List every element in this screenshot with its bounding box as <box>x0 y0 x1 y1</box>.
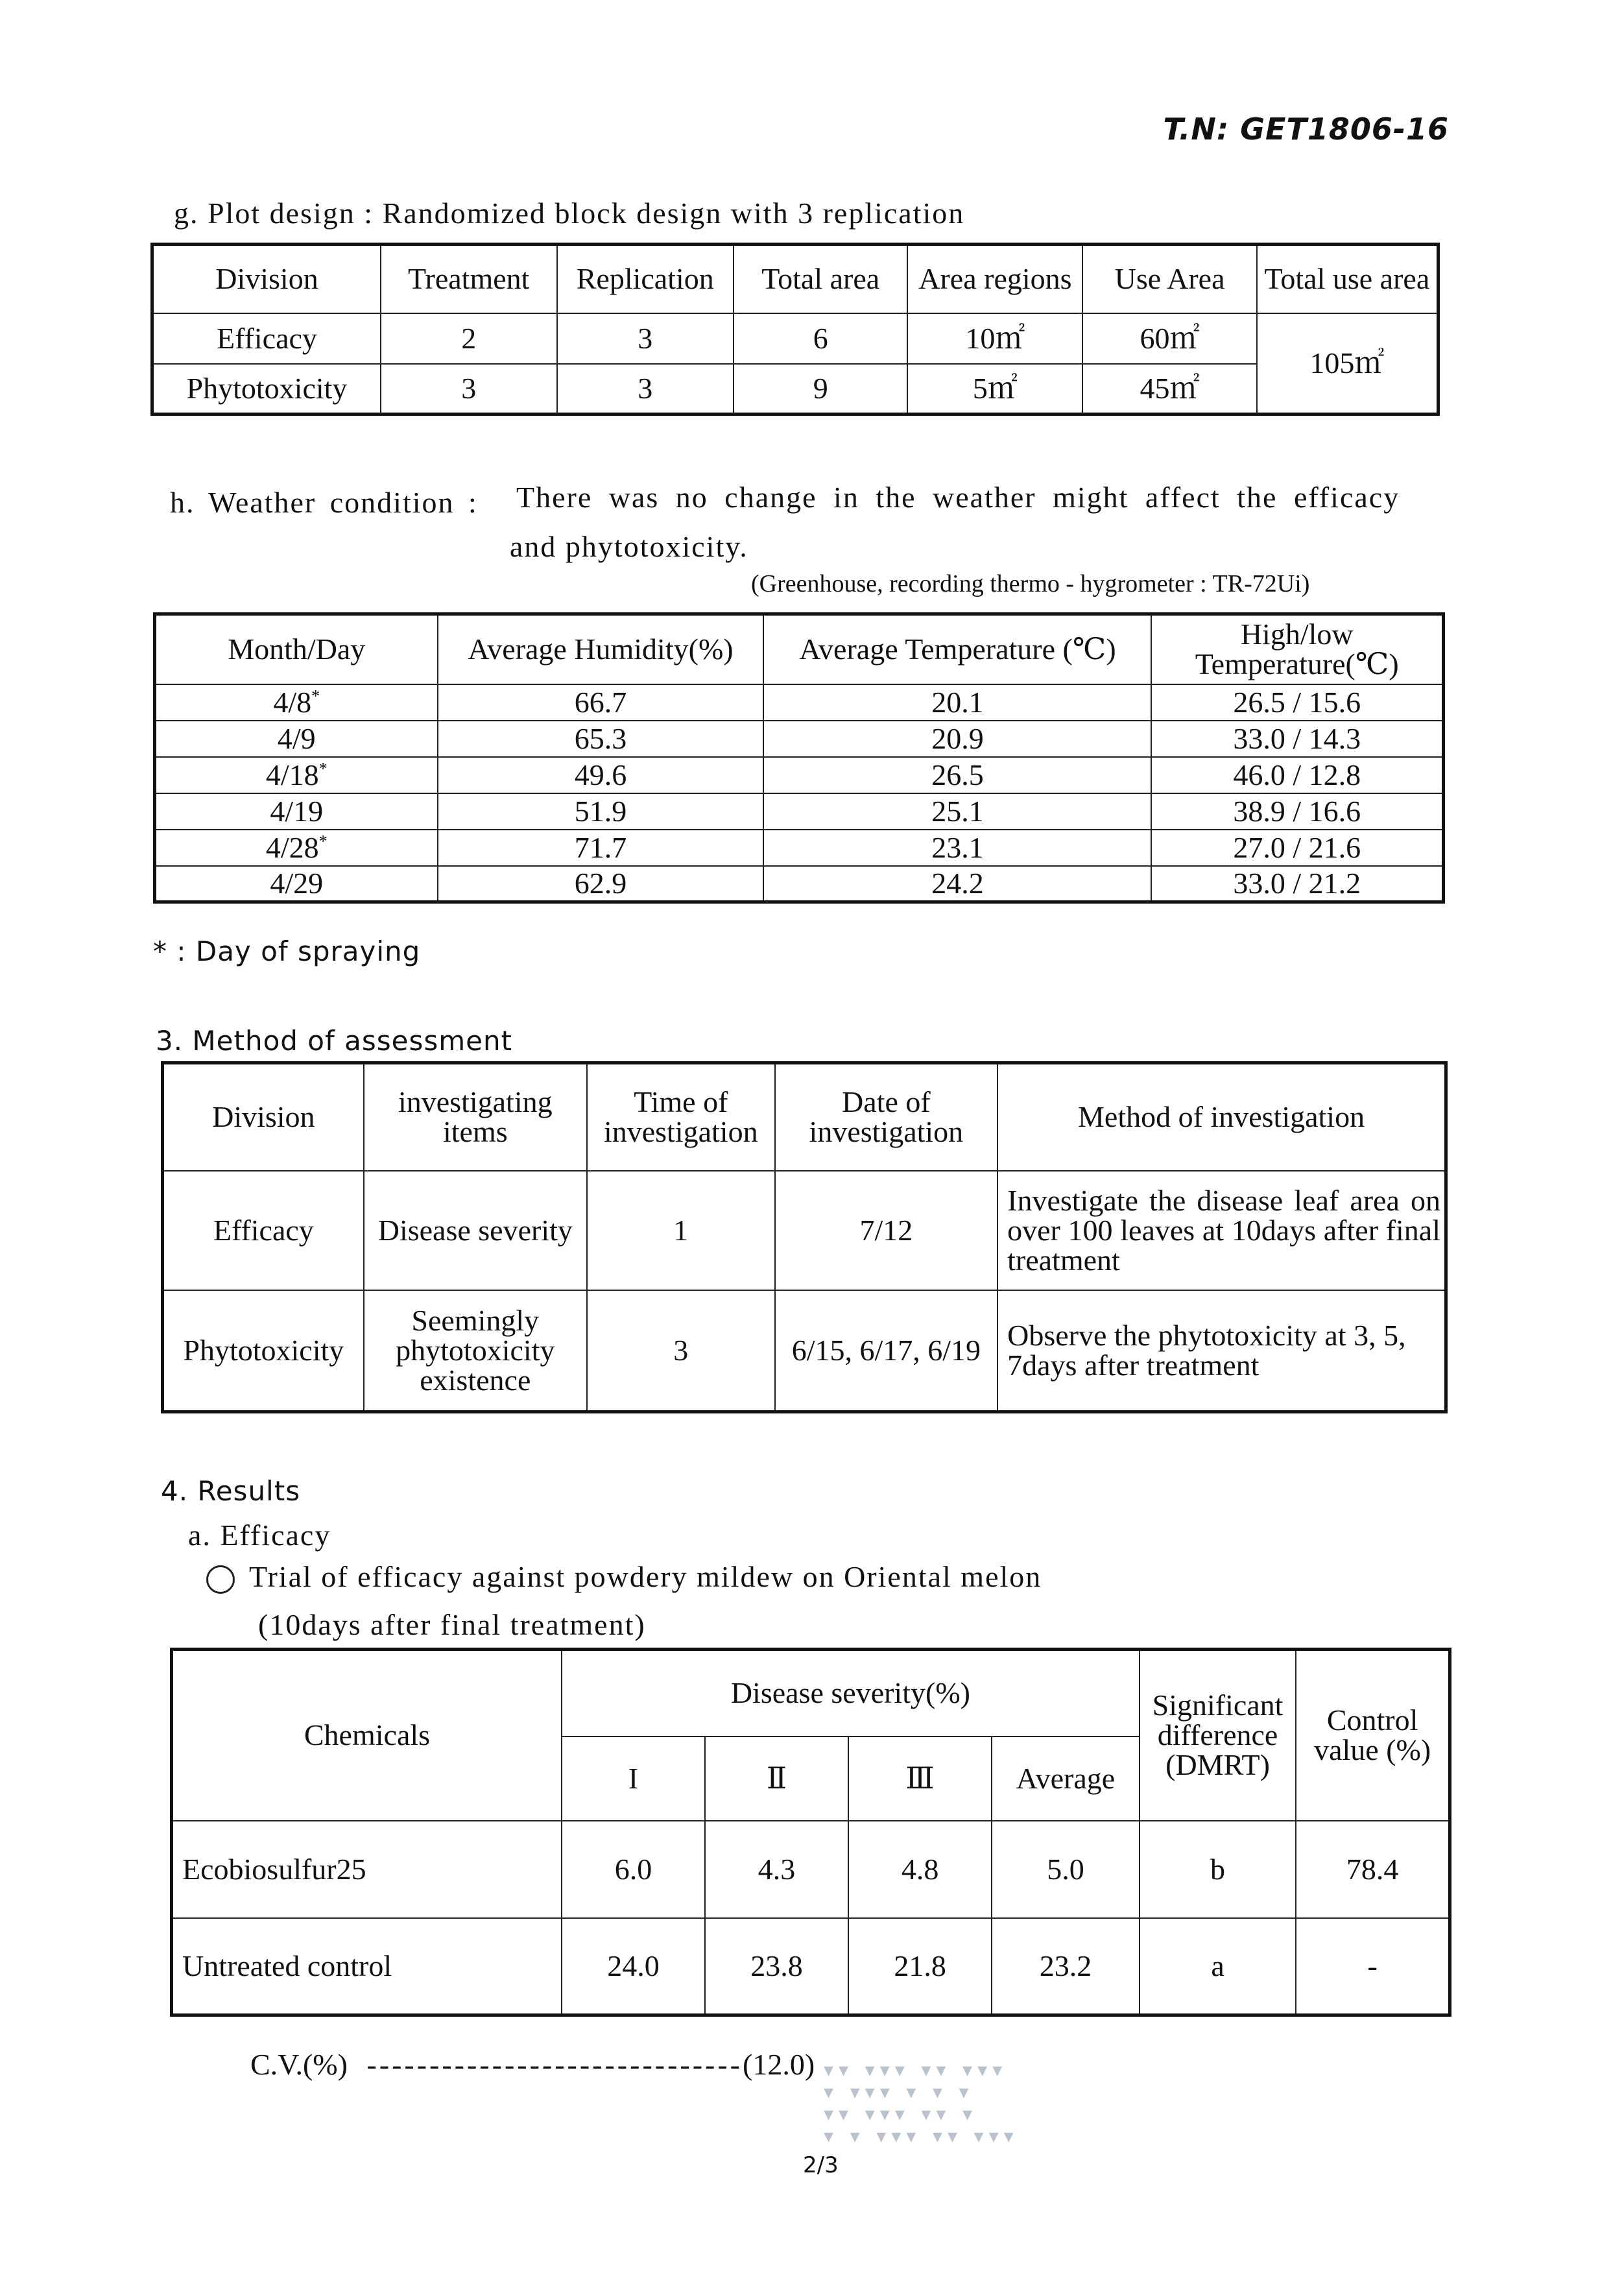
col-date: Date of investigation <box>775 1063 998 1171</box>
cell-rep-2: 23.8 <box>705 1918 848 2015</box>
day-value: 4/18 <box>265 758 319 791</box>
col-treatment: Treatment <box>381 245 557 313</box>
spray-mark: * <box>318 832 328 851</box>
weather-header-row <box>155 614 1444 684</box>
cell-replication: 3 <box>557 313 734 364</box>
cell-treatment: 3 <box>381 364 557 415</box>
cell-humidity: 71.7 <box>438 830 764 866</box>
cell-humidity: 49.6 <box>438 757 764 793</box>
table-row <box>155 684 1444 721</box>
cell-high-low: 38.9 / 16.6 <box>1151 793 1443 830</box>
col-chemicals: Chemicals <box>172 1650 562 1821</box>
table-row <box>163 1171 1446 1290</box>
cell-division: Efficacy <box>152 313 381 364</box>
results-header-row <box>172 1650 1450 1736</box>
col-time: Time of investigation <box>587 1063 775 1171</box>
col-month-day: Month/Day <box>155 614 438 684</box>
cell-high-low: 27.0 / 21.6 <box>1151 830 1443 866</box>
day-value: 4/9 <box>277 721 316 755</box>
weather-heading-text-1: There was no change in the weather might affect the efficacy <box>516 481 1400 514</box>
cell-rep-2: 4.3 <box>705 1821 848 1918</box>
cell-method: Observe the phytotoxicity at 3, 5, 7days after treatment <box>997 1290 1446 1412</box>
assessment-header-row <box>163 1063 1446 1171</box>
cv-label: C.V.(%) <box>250 2048 348 2081</box>
results-heading: 4. Results <box>161 1475 301 1507</box>
cell-rep-3: 21.8 <box>848 1918 992 2015</box>
col-control: Control value (%) <box>1296 1650 1450 1821</box>
col-total-area: Total area <box>734 245 908 313</box>
plot-design-table <box>150 243 1440 416</box>
col-average: Average <box>992 1736 1140 1821</box>
cell-control: - <box>1296 1918 1450 2015</box>
cell-rep-1: 6.0 <box>562 1821 705 1918</box>
cv-dashes: ------------------------------ <box>366 2048 743 2081</box>
cell-high-low: 33.0 / 14.3 <box>1151 721 1443 757</box>
cell-date: 6/15, 6/17, 6/19 <box>775 1290 998 1412</box>
results-table <box>170 1648 1451 2017</box>
col-severity: Disease severity(%) <box>562 1650 1140 1736</box>
table-row <box>155 866 1444 902</box>
weather-heading-label: h. Weather condition : <box>170 486 478 519</box>
table-row <box>172 1821 1450 1918</box>
efficacy-subheading: a. Efficacy <box>188 1519 331 1552</box>
test-number: T.N: GET1806-16 <box>1163 112 1449 147</box>
cell-temp: 24.2 <box>763 866 1151 902</box>
cell-use-area: 60㎡ <box>1082 313 1256 364</box>
cell-area-regions: 10㎡ <box>907 313 1082 364</box>
cell-total-use-area: 105㎡ <box>1257 313 1439 415</box>
cell-items: Seemingly phytotoxicity existence <box>364 1290 587 1412</box>
table-row <box>155 721 1444 757</box>
cv-value: (12.0) <box>743 2048 815 2081</box>
cell-chemical: Ecobiosulfur25 <box>172 1821 562 1918</box>
col-rep-2: Ⅱ <box>705 1736 848 1821</box>
cell-high-low: 26.5 / 15.6 <box>1151 684 1443 721</box>
cell-day <box>155 757 438 793</box>
cell-humidity: 66.7 <box>438 684 764 721</box>
table-row <box>155 830 1444 866</box>
weather-source-note: (Greenhouse, recording thermo - hygrometer : TR-72Ui) <box>751 570 1310 597</box>
cell-chemical: Untreated control <box>172 1918 562 2015</box>
spray-footnote: * : Day of spraying <box>153 935 421 967</box>
table-row <box>172 1918 1450 2015</box>
cell-division: Efficacy <box>163 1171 364 1290</box>
cell-use-area: 45㎡ <box>1082 364 1256 415</box>
col-high-low: High/low Temperature(℃) <box>1151 614 1443 684</box>
cell-total-area: 6 <box>734 313 908 364</box>
trial-title-text: Trial of efficacy against powdery mildew on Oriental melon <box>249 1560 1042 1593</box>
cell-humidity: 51.9 <box>438 793 764 830</box>
col-division: Division <box>163 1063 364 1171</box>
col-division: Division <box>152 245 381 313</box>
cell-significant: a <box>1140 1918 1296 2015</box>
col-use-area: Use Area <box>1082 245 1256 313</box>
cell-rep-3: 4.8 <box>848 1821 992 1918</box>
col-method: Method of investigation <box>997 1063 1446 1171</box>
cell-treatment: 2 <box>381 313 557 364</box>
bullet-circle-icon <box>206 1565 235 1594</box>
cell-method: Investigate the disease leaf area on over 100 leaves at 10days after final treatment <box>997 1171 1446 1290</box>
cell-temp: 26.5 <box>763 757 1151 793</box>
cell-time: 1 <box>587 1171 775 1290</box>
cell-total-area: 9 <box>734 364 908 415</box>
table-row <box>155 793 1444 830</box>
col-total-use-area: Total use area <box>1257 245 1439 313</box>
page-number: 2/3 <box>803 2152 839 2178</box>
assessment-table <box>161 1061 1448 1413</box>
weather-heading-text-2: and phytotoxicity. <box>510 530 748 563</box>
cell-high-low: 46.0 / 12.8 <box>1151 757 1443 793</box>
col-rep-3: Ⅲ <box>848 1736 992 1821</box>
cell-average: 5.0 <box>992 1821 1140 1918</box>
cv-row <box>250 2047 815 2082</box>
col-avg-temp: Average Temperature (℃) <box>763 614 1151 684</box>
cell-day <box>155 721 438 757</box>
day-value: 4/8 <box>273 685 312 719</box>
table-row <box>155 757 1444 793</box>
cell-day <box>155 830 438 866</box>
cell-day <box>155 684 438 721</box>
cell-average: 23.2 <box>992 1918 1140 2015</box>
col-items: investigating items <box>364 1063 587 1171</box>
cell-control: 78.4 <box>1296 1821 1450 1918</box>
plot-design-header-row <box>152 245 1439 313</box>
col-significant: Significant difference (DMRT) <box>1140 1650 1296 1821</box>
col-area-regions: Area regions <box>907 245 1082 313</box>
assessment-heading: 3. Method of assessment <box>156 1025 513 1057</box>
cell-date: 7/12 <box>775 1171 998 1290</box>
plot-design-heading: g. Plot design : Randomized block design with 3 replication <box>174 197 965 230</box>
cell-temp: 25.1 <box>763 793 1151 830</box>
trial-note: (10days after final treatment) <box>258 1608 646 1641</box>
col-rep-1: I <box>562 1736 705 1821</box>
cell-high-low: 33.0 / 21.2 <box>1151 866 1443 902</box>
cell-replication: 3 <box>557 364 734 415</box>
weather-table <box>153 612 1445 904</box>
cell-items: Disease severity <box>364 1171 587 1290</box>
cell-temp: 20.9 <box>763 721 1151 757</box>
table-row <box>152 364 1439 415</box>
trial-title <box>206 1559 1042 1594</box>
day-value: 4/19 <box>270 794 324 828</box>
faint-stamp-mark: ▾▾ ▾▾▾ ▾▾ ▾▾▾ ▾ ▾▾▾ ▾ ▾ ▾ ▾▾ ▾▾▾ ▾▾ ▾ ▾ ▾ ▾▾▾ ▾▾ ▾▾▾ <box>824 2059 1019 2148</box>
cell-temp: 20.1 <box>763 684 1151 721</box>
spray-mark: * <box>311 686 320 706</box>
cell-rep-1: 24.0 <box>562 1918 705 2015</box>
cell-day <box>155 793 438 830</box>
cell-day <box>155 866 438 902</box>
cell-humidity: 65.3 <box>438 721 764 757</box>
cell-time: 3 <box>587 1290 775 1412</box>
cell-humidity: 62.9 <box>438 866 764 902</box>
spray-mark: * <box>318 759 328 778</box>
col-humidity: Average Humidity(%) <box>438 614 764 684</box>
day-value: 4/28 <box>265 830 319 864</box>
cell-division: Phytotoxicity <box>152 364 381 415</box>
table-row <box>152 313 1439 364</box>
day-value: 4/29 <box>270 866 324 900</box>
table-row <box>163 1290 1446 1412</box>
cell-area-regions: 5㎡ <box>907 364 1082 415</box>
col-replication: Replication <box>557 245 734 313</box>
cell-division: Phytotoxicity <box>163 1290 364 1412</box>
cell-temp: 23.1 <box>763 830 1151 866</box>
cell-significant: b <box>1140 1821 1296 1918</box>
